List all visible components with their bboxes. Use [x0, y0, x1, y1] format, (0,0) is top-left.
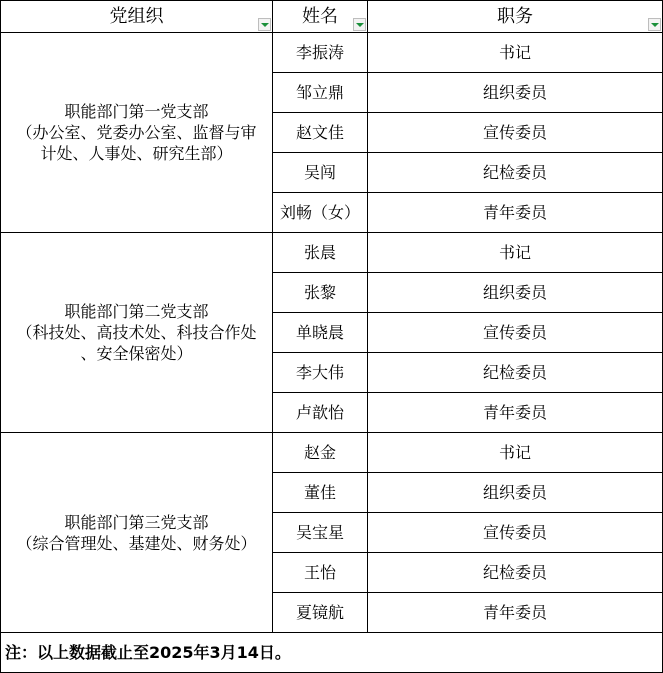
org-departments: 、安全保密处） — [80, 344, 193, 363]
member-name: 吴闯 — [273, 153, 368, 193]
member-duty: 组织委员 — [368, 473, 663, 513]
member-duty: 书记 — [368, 33, 663, 73]
member-name: 张晨 — [273, 233, 368, 273]
org-departments: （办公室、党委办公室、监督与审 — [16, 123, 257, 142]
filter-dropdown-icon[interactable] — [648, 18, 661, 31]
member-duty: 纪检委员 — [368, 353, 663, 393]
member-duty: 宣传委员 — [368, 513, 663, 553]
header-duty — [368, 1, 663, 33]
member-name: 刘畅（女） — [273, 193, 368, 233]
header-duty-label: 职务 — [497, 5, 533, 27]
filter-dropdown-icon[interactable] — [258, 18, 271, 31]
member-name: 张黎 — [273, 273, 368, 313]
org-cell — [1, 433, 273, 633]
member-name: 赵金 — [273, 433, 368, 473]
member-duty: 宣传委员 — [368, 313, 663, 353]
note-row — [1, 633, 663, 673]
member-duty: 纪检委员 — [368, 153, 663, 193]
member-duty: 青年委员 — [368, 393, 663, 433]
member-duty: 青年委员 — [368, 193, 663, 233]
member-name: 赵文佳 — [273, 113, 368, 153]
member-duty: 书记 — [368, 433, 663, 473]
header-org-label: 党组织 — [109, 5, 164, 27]
org-departments: 计处、人事处、研究生部） — [40, 144, 233, 163]
member-name: 邹立鼎 — [273, 73, 368, 113]
org-name: 职能部门第三党支部 — [64, 512, 209, 532]
header-org — [1, 1, 273, 33]
header-row — [1, 1, 663, 33]
org-departments: （综合管理处、基建处、财务处） — [16, 533, 257, 553]
table-row — [1, 233, 663, 273]
org-name: 职能部门第二党支部 — [64, 302, 209, 321]
member-duty: 纪检委员 — [368, 553, 663, 593]
table-row — [1, 433, 663, 473]
header-name — [273, 1, 368, 33]
table-row — [1, 33, 663, 73]
member-name: 王怡 — [273, 553, 368, 593]
org-cell — [1, 33, 273, 233]
org-cell — [1, 233, 273, 433]
member-name: 董佳 — [273, 473, 368, 513]
filter-dropdown-icon[interactable] — [353, 18, 366, 31]
org-departments: （科技处、高技术处、科技合作处 — [16, 323, 257, 342]
member-name: 吴宝星 — [273, 513, 368, 553]
member-duty: 青年委员 — [368, 593, 663, 633]
member-duty: 书记 — [368, 233, 663, 273]
footnote: 注：以上数据截止至2025年3月14日。 — [1, 633, 663, 673]
member-name: 卢歆怡 — [273, 393, 368, 433]
member-duty: 宣传委员 — [368, 113, 663, 153]
header-name-label: 姓名 — [302, 5, 338, 27]
member-name: 夏镜航 — [273, 593, 368, 633]
member-name: 单晓晨 — [273, 313, 368, 353]
member-name: 李大伟 — [273, 353, 368, 393]
member-name: 李振涛 — [273, 33, 368, 73]
member-duty: 组织委员 — [368, 273, 663, 313]
org-name: 职能部门第一党支部 — [64, 102, 209, 121]
member-duty: 组织委员 — [368, 73, 663, 113]
